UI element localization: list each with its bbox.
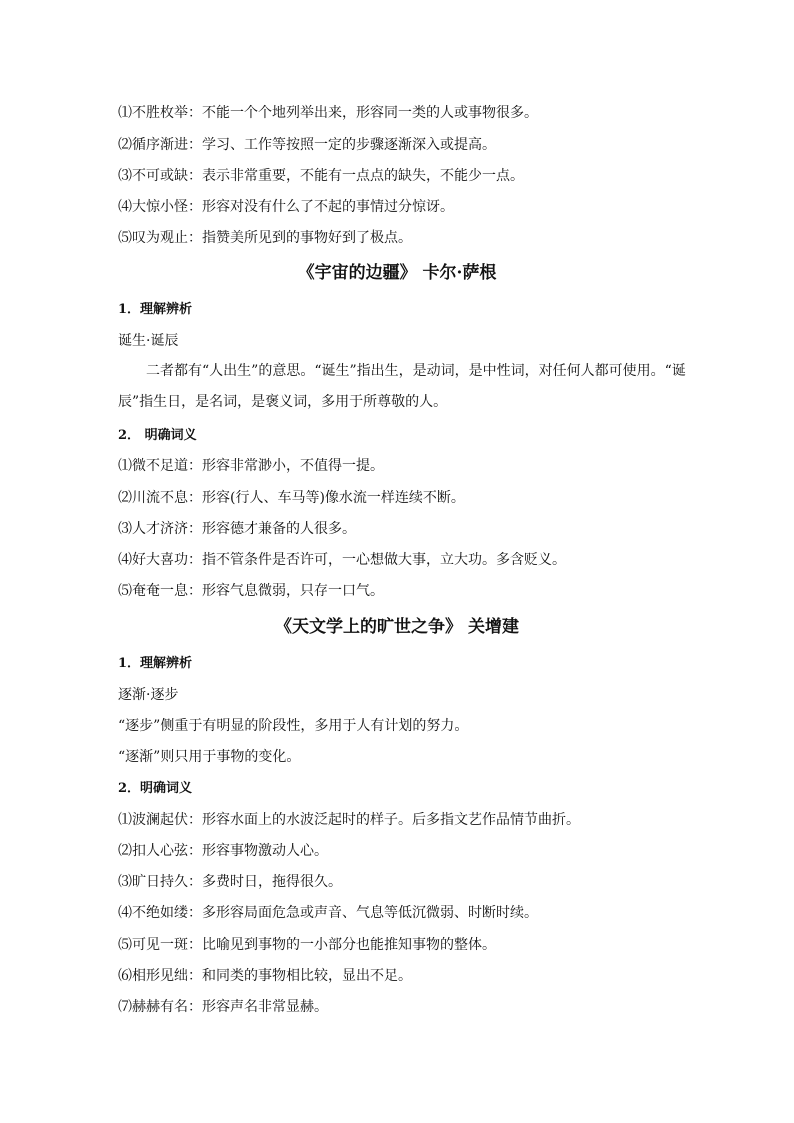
list-item: ⑵扣人心弦：形容事物激动人心。 — [118, 843, 328, 859]
list-item: ⑷好大喜功：指不管条件是否许可，一心想做大事，立大功。多含贬义。 — [118, 552, 566, 568]
explanation-paragraph: 二者都有“人出生”的意思。“诞生”指出生，是动词，是中性词，对任何人都可使用。“诞辰”指生日，是名词，是褒义词，多用于所尊敬的人。 — [118, 363, 686, 410]
list-item: ⑴微不足道：形容非常渺小，不值得一提。 — [118, 458, 384, 474]
list-item: ⑸叹为观止：指赞美所见到的事物好到了极点。 — [118, 230, 412, 246]
note-line: “逐渐”则只用于事物的变化。 — [118, 749, 301, 765]
section-title: 《天文学上的旷世之争》 关增建 — [275, 617, 519, 637]
list-item: ⑸可见一斑：比喻见到事物的一小部分也能推知事物的整体。 — [118, 937, 496, 953]
list-item: ⑶旷日持久：多费时日，拖得很久。 — [118, 874, 342, 890]
list-item: ⑵循序渐进：学习、工作等按照一定的步骤逐渐深入或提高。 — [118, 137, 496, 153]
list-item: ⑶不可或缺：表示非常重要，不能有一点点的缺失，不能少一点。 — [118, 168, 524, 184]
subsection-heading: 1．理解辨析 — [118, 656, 193, 671]
list-item: ⑴波澜起伏：形容水面上的水波泛起时的样子。后多指文艺作品情节曲折。 — [118, 812, 580, 828]
list-item: ⑶人才济济：形容德才兼备的人很多。 — [118, 521, 356, 537]
list-item: ⑹相形见绌：和同类的事物相比较，显出不足。 — [118, 968, 412, 984]
list-item: ⑴不胜枚举：不能一个个地列举出来，形容同一类的人或事物很多。 — [118, 105, 538, 121]
list-item: ⑺赫赫有名：形容声名非常显赫。 — [118, 999, 328, 1015]
note-line: “逐步”侧重于有明显的阶段性，多用于人有计划的努力。 — [118, 718, 469, 734]
word-pair: 诞生·诞辰 — [118, 333, 179, 349]
word-pair: 逐渐·逐步 — [118, 687, 179, 703]
section-title: 《宇宙的边疆》 卡尔·萨根 — [297, 263, 497, 283]
subsection-heading: 2． 明确词义 — [118, 428, 197, 443]
list-item: ⑸奄奄一息：形容气息微弱，只存一口气。 — [118, 583, 384, 599]
list-item: ⑵川流不息：形容(行人、车马等)像水流一样连续不断。 — [118, 490, 465, 506]
subsection-heading: 1．理解辨析 — [118, 302, 193, 317]
subsection-heading: 2．明确词义 — [118, 781, 193, 796]
list-item: ⑷大惊小怪：形容对没有什么了不起的事情过分惊讶。 — [118, 199, 454, 215]
list-item: ⑷不绝如缕：多形容局面危急或声音、气息等低沉微弱、时断时续。 — [118, 905, 538, 921]
